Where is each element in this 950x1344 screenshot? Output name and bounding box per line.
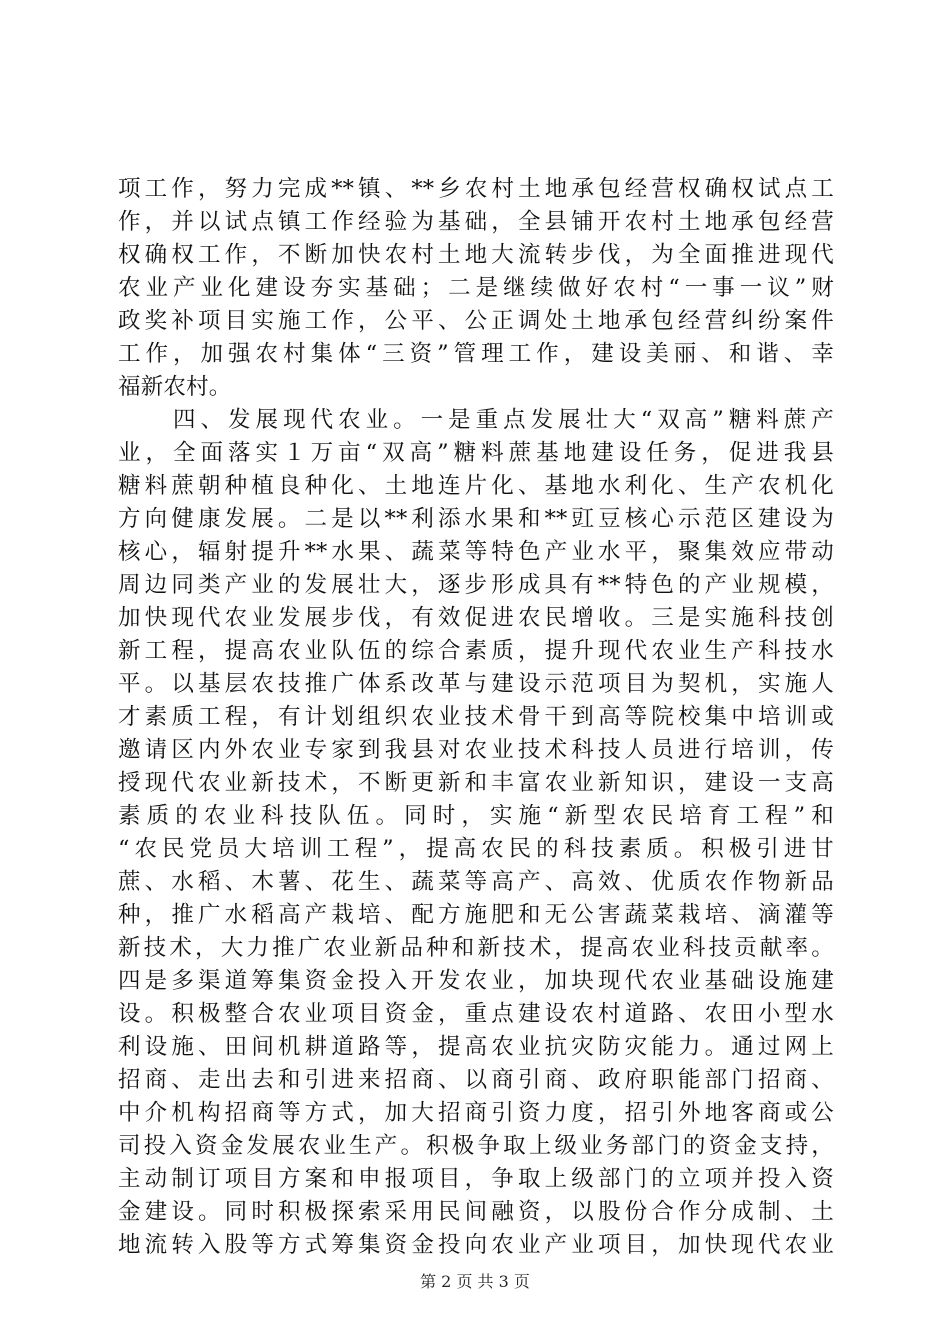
- text-line: 邀请区内外农业专家到我县对农业技术科技人员进行培训，传: [118, 737, 834, 763]
- text-line: 糖料蔗朝种植良种化、土地连片化、基地水利化、生产农机化: [118, 473, 834, 499]
- text-line: 作，并以试点镇工作经验为基础，全县铺开农村土地承包经营: [118, 209, 834, 235]
- text-line: 福新农村。: [118, 374, 232, 400]
- text-line: 四是多渠道筹集资金投入开发农业，加块现代农业基础设施建: [118, 968, 834, 994]
- text-line: 利设施、田间机耕道路等，提高农业抗灾防灾能力。通过网上: [118, 1034, 834, 1060]
- page-number-indicator: 第 2 页 共 3 页: [420, 1272, 530, 1291]
- text-line: 权确权工作，不断加快农村土地大流转步伐，为全面推进现代: [118, 242, 834, 268]
- text-line: 司投入资金发展农业生产。积极争取上级业务部门的资金支持，: [118, 1133, 834, 1159]
- text-line: 种，推广水稻高产栽培、配方施肥和无公害蔬菜栽培、滴灌等: [118, 902, 834, 928]
- text-line: 周边同类产业的发展壮大，逐步形成具有**特色的产业规模，: [118, 572, 834, 598]
- text-line: 新工程，提高农业队伍的综合素质，提升现代农业生产科技水: [118, 638, 834, 664]
- text-line: 蔗、水稻、木薯、花生、蔬菜等高产、高效、优质农作物新品: [118, 869, 834, 895]
- text-line: 中介机构招商等方式，加大招商引资力度，招引外地客商或公: [118, 1100, 834, 1126]
- text-line: 项工作，努力完成**镇、**乡农村土地承包经营权确权试点工: [118, 176, 834, 202]
- text-line: 金建设。同时积极探索采用民间融资，以股份合作分成制、土: [118, 1199, 834, 1225]
- document-body: [118, 173, 834, 1262]
- text-line: 新技术，大力推广农业新品种和新技术，提高农业科技贡献率。: [118, 935, 834, 961]
- text-line: 工作，加强农村集体“三资”管理工作，建设美丽、和谐、幸: [118, 341, 834, 367]
- text-line: 核心，辐射提升**水果、蔬菜等特色产业水平，聚集效应带动: [118, 539, 834, 565]
- text-line: 加快现代农业发展步伐，有效促进农民增收。三是实施科技创: [118, 605, 834, 631]
- page-footer: [0, 1271, 950, 1293]
- text-line: 方向健康发展。二是以**利添水果和**豇豆核心示范区建设为: [118, 506, 834, 532]
- text-line: 主动制订项目方案和申报项目，争取上级部门的立项并投入资: [118, 1166, 834, 1192]
- text-line: 四、发展现代农业。一是重点发展壮大“双高”糖料蔗产: [118, 407, 834, 433]
- text-line: 才素质工程，有计划组织农业技术骨干到高等院校集中培训或: [118, 704, 834, 730]
- text-line: 政奖补项目实施工作，公平、公正调处土地承包经营纠纷案件: [118, 308, 834, 334]
- text-line: 平。以基层农技推广体系改革与建设示范项目为契机，实施人: [118, 671, 834, 697]
- text-line: 业，全面落实１万亩“双高”糖料蔗基地建设任务，促进我县: [118, 440, 834, 466]
- text-line: 地流转入股等方式筹集资金投向农业产业项目，加快现代农业: [118, 1232, 834, 1258]
- text-line: 设。积极整合农业项目资金，重点建设农村道路、农田小型水: [118, 1001, 834, 1027]
- text-line: “农民党员大培训工程”，提高农民的科技素质。积极引进甘: [118, 836, 834, 862]
- text-line: 授现代农业新技术，不断更新和丰富农业新知识，建设一支高: [118, 770, 834, 796]
- text-line: 素质的农业科技队伍。同时，实施“新型农民培育工程”和: [118, 803, 834, 829]
- text-line: 招商、走出去和引进来招商、以商引商、政府职能部门招商、: [118, 1067, 834, 1093]
- text-line: 农业产业化建设夯实基础；二是继续做好农村“一事一议”财: [118, 275, 834, 301]
